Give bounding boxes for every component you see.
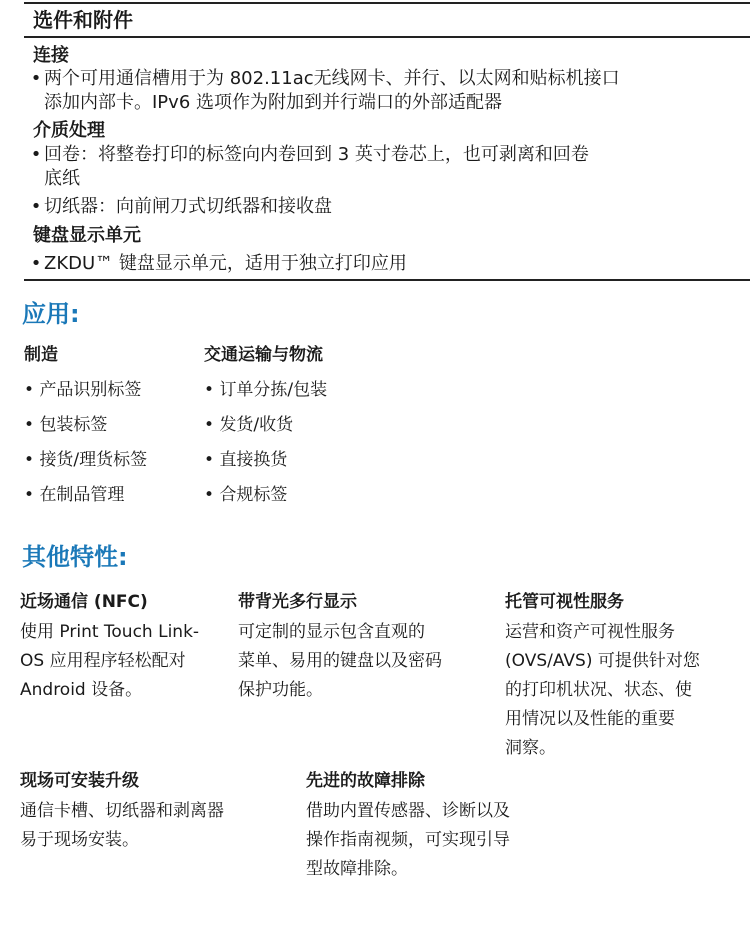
feature-block bbox=[238, 588, 442, 705]
list-item: • 订单分拣/包装 bbox=[204, 380, 328, 400]
text-line: 切纸器：向前闸刀式切纸器和接收盘 bbox=[44, 196, 332, 217]
text-line: 菜单、易用的键盘以及密码 bbox=[238, 651, 442, 671]
feature-title: 带背光多行显示 bbox=[238, 592, 357, 612]
list-item: • 在制品管理 bbox=[24, 485, 125, 505]
applications-column bbox=[24, 341, 147, 510]
feature-title: 现场可安装升级 bbox=[20, 771, 139, 791]
feature-title: 近场通信 (NFC) bbox=[20, 592, 148, 612]
feature-block bbox=[505, 588, 700, 763]
applications-heading: 应用: bbox=[22, 300, 80, 328]
feature-title: 托管可视性服务 bbox=[505, 592, 624, 612]
bullet-dot: • bbox=[30, 253, 42, 274]
text-line: ZKDU™ 键盘显示单元，适用于独立打印应用 bbox=[44, 253, 407, 274]
feature-block bbox=[20, 588, 199, 705]
text-line: 可定制的显示包含直观的 bbox=[238, 622, 425, 642]
text-line: Android 设备。 bbox=[20, 680, 143, 700]
text-line: 借助内置传感器、诊断以及 bbox=[306, 801, 510, 821]
list-item: • 接货/理货标签 bbox=[24, 450, 148, 470]
connectivity-title: 连接 bbox=[33, 45, 69, 66]
options-heading: 选件和附件 bbox=[33, 8, 133, 32]
text-line: 易于现场安装。 bbox=[20, 830, 139, 850]
text-line: 的打印机状况、状态、使 bbox=[505, 680, 692, 700]
text-line: 使用 Print Touch Link- bbox=[20, 622, 200, 642]
text-line: 两个可用通信槽用于为 802.11ac无线网卡、并行、以太网和贴标机接口 bbox=[44, 68, 620, 89]
options-divider bbox=[24, 36, 750, 38]
text-line: 洞察。 bbox=[505, 738, 556, 758]
bullet-dot: • bbox=[30, 196, 42, 217]
text-line: 回卷：将整卷打印的标签向内卷回到 3 英寸卷芯上，也可剥离和回卷 bbox=[44, 144, 589, 165]
text-line: 通信卡槽、切纸器和剥离器 bbox=[20, 801, 224, 821]
applications-column bbox=[204, 341, 327, 510]
top-rule bbox=[24, 2, 750, 4]
features-heading: 其他特性: bbox=[22, 543, 128, 571]
text-line: 用情况以及性能的重要 bbox=[505, 709, 675, 729]
text-line: 保护功能。 bbox=[238, 680, 323, 700]
list-item: • 产品识别标签 bbox=[24, 380, 142, 400]
bullet-dot: • bbox=[30, 144, 42, 165]
feature-block bbox=[20, 767, 224, 855]
text-line: 操作指南视频，可实现引导 bbox=[306, 830, 510, 850]
text-line: 添加内部卡。IPv6 选项作为附加到并行端口的外部适配器 bbox=[44, 92, 502, 113]
list-item: • 合规标签 bbox=[204, 485, 288, 505]
text-line: (OVS/AVS) 可提供针对您 bbox=[505, 651, 700, 671]
list-item: • 发货/收货 bbox=[204, 415, 294, 435]
feature-block bbox=[306, 767, 510, 884]
column-title: 制造 bbox=[24, 345, 58, 365]
text-line: 底纸 bbox=[44, 168, 80, 189]
feature-title: 先进的故障排除 bbox=[306, 771, 425, 791]
text-line: 运营和资产可视性服务 bbox=[505, 622, 675, 642]
text-line: 型故障排除。 bbox=[306, 859, 408, 879]
bullet-dot: • bbox=[30, 68, 42, 89]
list-item: • 直接换货 bbox=[204, 450, 288, 470]
list-item: • 包装标签 bbox=[24, 415, 108, 435]
media-title: 介质处理 bbox=[33, 120, 105, 141]
text-line: OS 应用程序轻松配对 bbox=[20, 651, 186, 671]
options-bottom-rule bbox=[24, 279, 750, 281]
column-title: 交通运输与物流 bbox=[204, 345, 323, 365]
keyboard-title: 键盘显示单元 bbox=[33, 225, 141, 246]
